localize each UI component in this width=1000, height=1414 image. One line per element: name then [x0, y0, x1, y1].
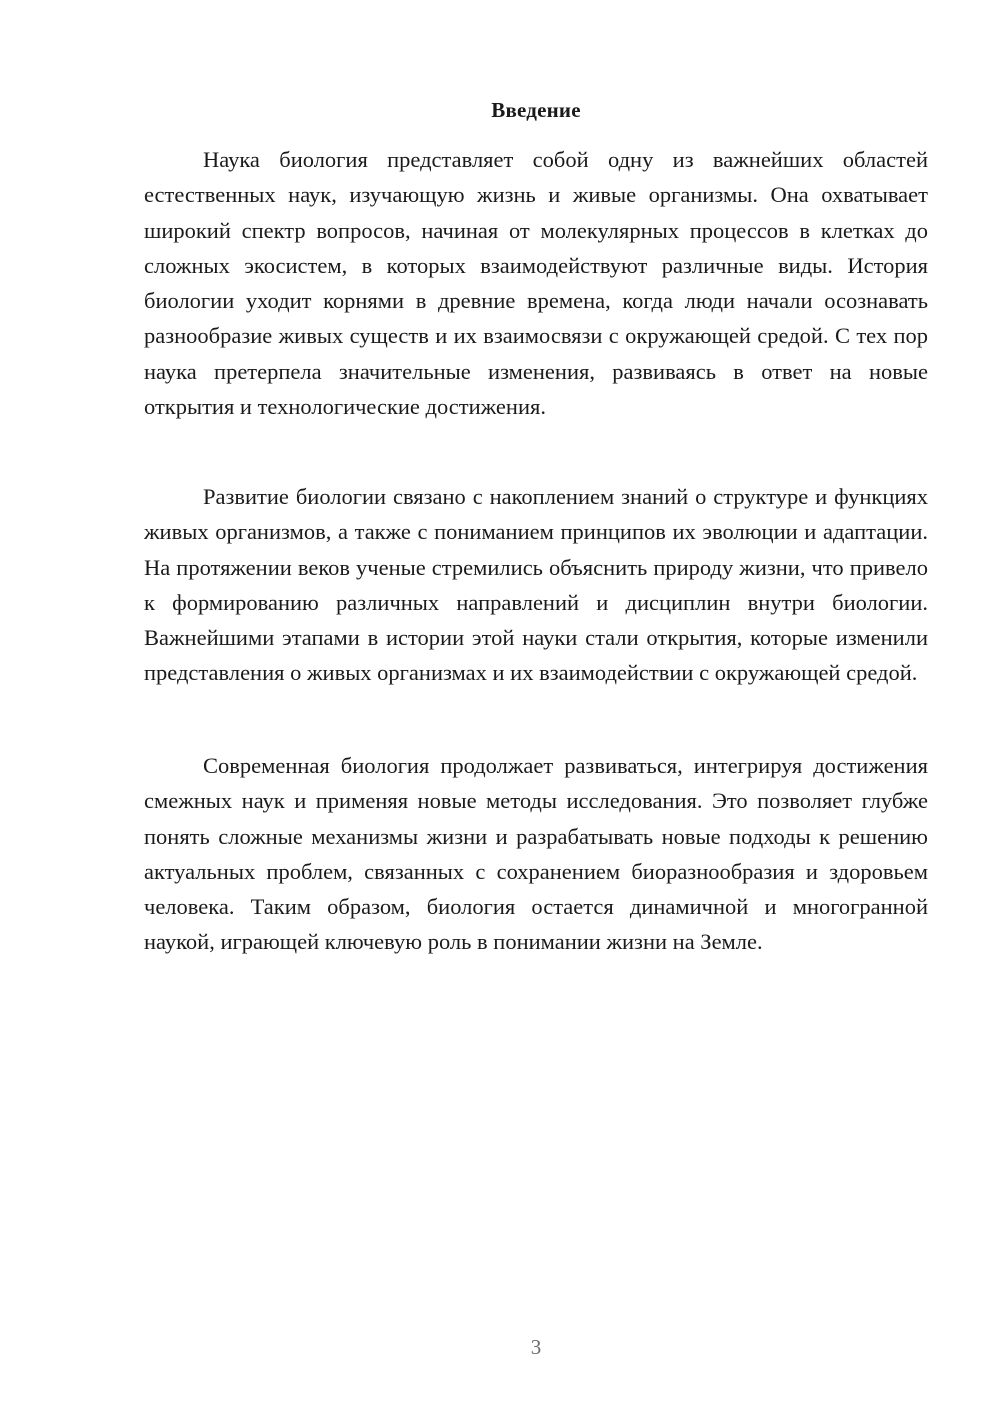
page-number: 3: [530, 1335, 542, 1359]
paragraph-2: Развитие биологии связано с накоплением знаний о структуре и функциях живых организмов, а также с пониманием принципов их эволюции и адаптации. На протяжении веков ученые стремились объяснить природу жизни, что привело к формированию различных направлений и дисциплин внутри биологии. Важнейшими этапами в истории этой науки стали открытия, которые изменили представления о живых организмах и их взаимодействии с окружающей средой.: [144, 484, 928, 686]
paragraph-3: Современная биология продолжает развиваться, интегрируя достижения смежных наук и применяя новые методы исследования. Это позволяет глубже понять сложные механизмы жизни и разрабатывать новые подходы к решению актуальных проблем, связанных с сохранением биоразнообразия и здоровьем человека. Таким образом, биология остается динамичной и многогранной наукой, играющей ключевую роль в понимании жизни на Земле.: [144, 753, 928, 955]
section-title: Введение: [491, 98, 581, 122]
paragraph-1: Наука биология представляет собой одну из важнейших областей естественных наук, изучающую жизнь и живые организмы. Она охватывает широкий спектр вопросов, начиная от молекулярных процессов в клетках до сложных экосистем, в которых взаимодействуют различные виды. История биологии уходит корнями в древние времена, когда люди начали осознавать разнообразие живых существ и их взаимосвязи с окружающей средой. С тех пор наука претерпела значительные изменения, развиваясь в ответ на новые открытия и технологические достижения.: [144, 147, 928, 420]
